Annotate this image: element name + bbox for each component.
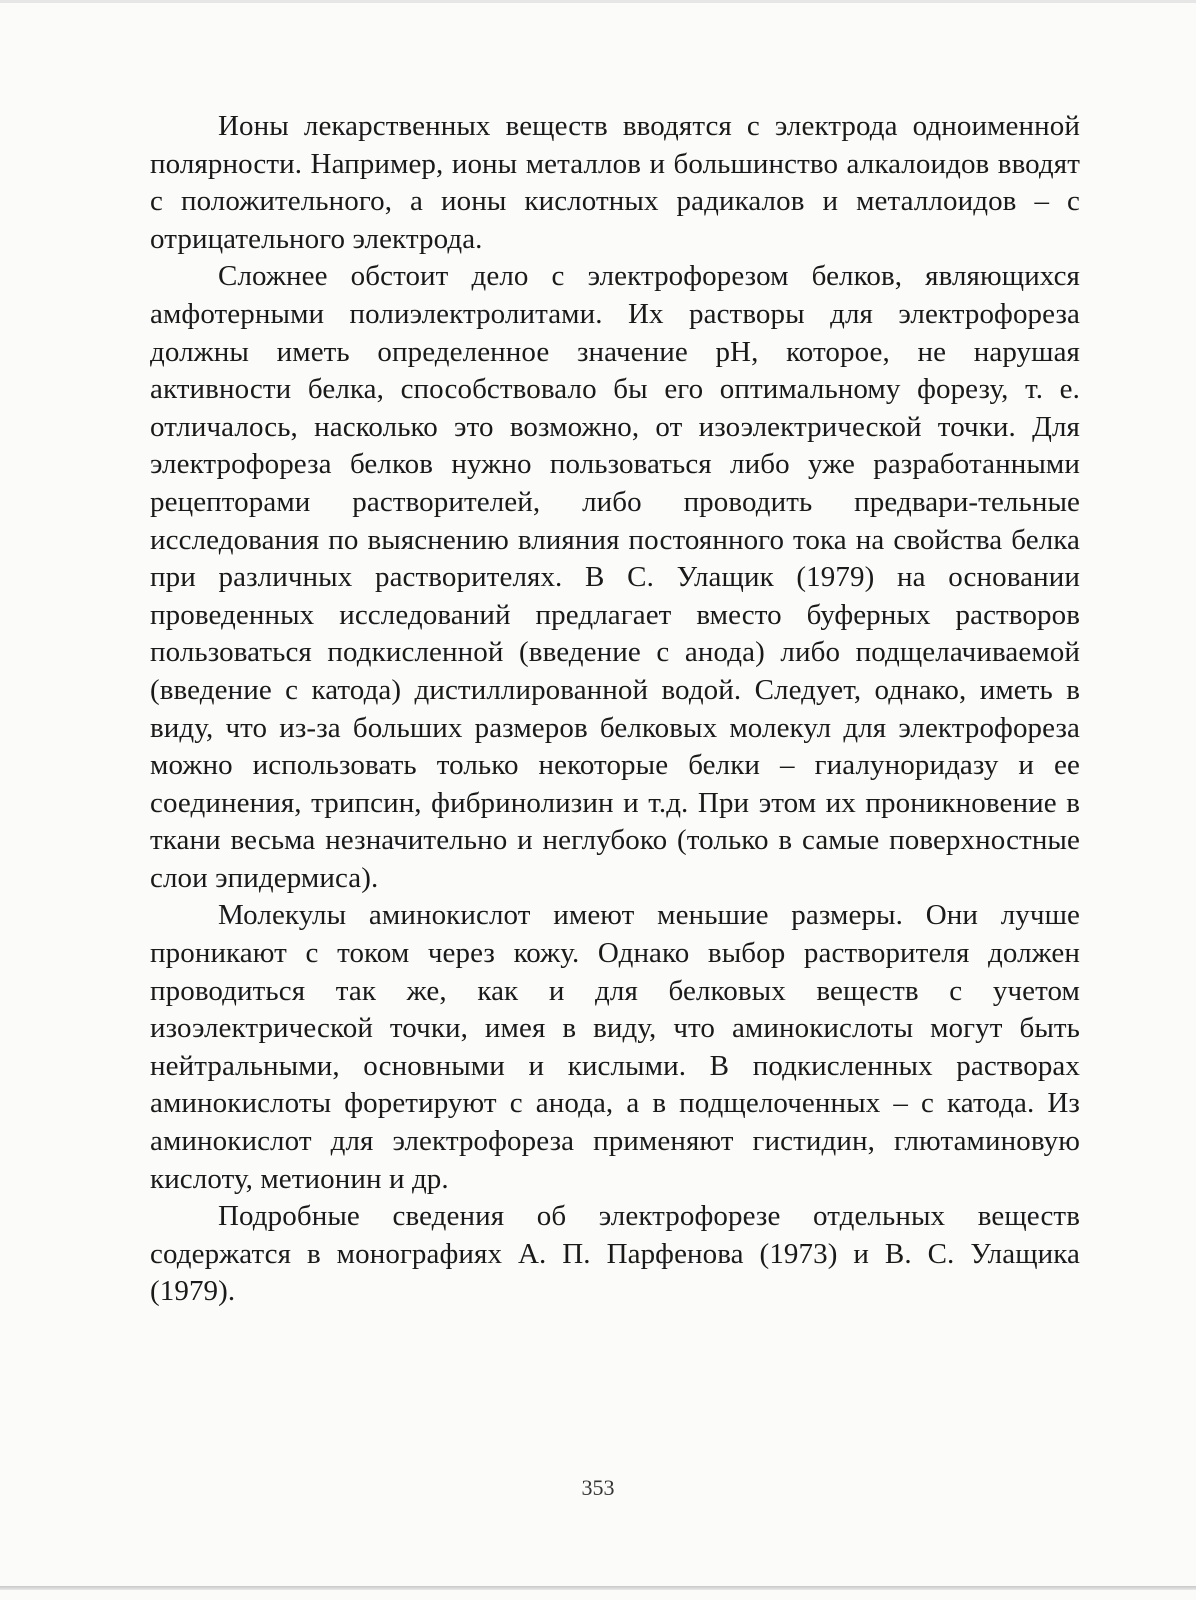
page-number: 353 (581, 1475, 615, 1500)
paragraph-4: Подробные сведения об электрофорезе отдельных веществ содержатся в монографиях А. П. Парфенова (1973) и В. С. Улащика (1979). (150, 1200, 1080, 1308)
scan-edge-top (0, 0, 1196, 3)
paragraph-2: Сложнее обстоит дело с электрофорезом белков, являющихся амфотерными полиэлектролитами. Их растворы для электрофореза должны иметь определенное значение pH, которое, не нарушая активности белка, способствовало бы его оптимальному форезу, т. е. отличалось, насколько это возможно, от изоэлектрической точки. Для электрофореза белков нужно пользоваться либо уже разработанными рецепторами растворителей, либо проводить предвари-тельные исследования по выяснению влияния постоянного тока на свойства белка при различных растворителях. В С. Улащик (1979) на основании проведенных исследований предлагает вместо буферных растворов пользоваться подкисленной (введение с анода) либо подщелачиваемой (введение с катода) дистиллированной водой. Следует, однако, иметь в виду, что из-за больших размеров белковых молекул для электрофореза можно использовать только некоторые белки – гиалуноридазу и ее соединения, трипсин, фибринолизин и т.д. При этом их проникновение в ткани весьма незначительно и неглубоко (только в самые поверхностные слои эпидермиса). (150, 260, 1080, 894)
paragraph-3: Молекулы аминокислот имеют меньшие размеры. Они лучше проникают с током через кожу. Однако выбор растворителя должен проводиться так же, как и для белковых веществ с учетом изоэлектрической точки, имея в виду, что аминокислоты могут быть нейтральными, основными и кислыми. В подкисленных растворах аминокислоты форетируют с анода, а в подщелоченных – с катода. Из аминокислот для электрофореза применяют гистидин, глютаминовую кислоту, метионин и др. (150, 899, 1080, 1195)
paragraph-1: Ионы лекарственных веществ вводятся с электрода одноименной полярности. Например, ионы металлов и большинство алкалоидов вводят с положительного, а ионы кислотных радикалов и металлоидов – с отрицательного электрода. (150, 110, 1080, 255)
scan-edge-bottom (0, 1586, 1196, 1590)
body-text (150, 108, 1080, 1311)
